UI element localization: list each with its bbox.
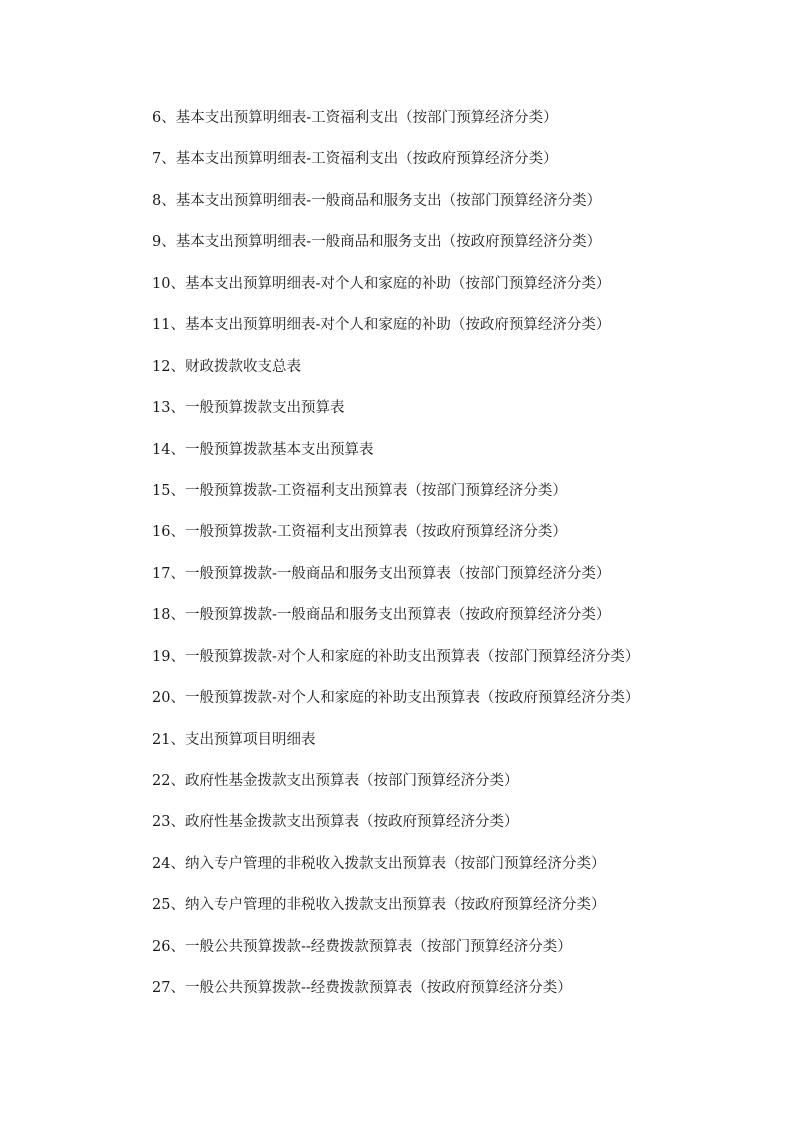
list-item: 11、基本支出预算明细表-对个人和家庭的补助（按政府预算经济分类） — [152, 317, 611, 334]
list-item: 24、纳入专户管理的非税收入拨款支出预算表（按部门预算经济分类） — [152, 855, 606, 872]
list-item: 10、基本支出预算明细表-对个人和家庭的补助（按部门预算经济分类） — [152, 275, 611, 292]
list-item: 18、一般预算拨款-一般商品和服务支出预算表（按政府预算经济分类） — [152, 607, 611, 624]
list-item: 12、财政拨款收支总表 — [152, 358, 301, 375]
list-item: 27、一般公共预算拨款--经费拨款预算表（按政府预算经济分类） — [152, 980, 572, 997]
list-item: 6、基本支出预算明细表-工资福利支出（按部门预算经济分类） — [152, 110, 558, 126]
list-item: 26、一般公共预算拨款--经费拨款预算表（按部门预算经济分类） — [152, 938, 572, 955]
list-item: 19、一般预算拨款-对个人和家庭的补助支出预算表（按部门预算经济分类） — [152, 648, 640, 665]
list-item: 21、支出预算项目明细表 — [152, 731, 316, 748]
list-item: 23、政府性基金拨款支出预算表（按政府预算经济分类） — [152, 814, 519, 831]
list-item: 14、一般预算拨款基本支出预算表 — [152, 441, 374, 458]
table-of-contents — [152, 104, 639, 1016]
list-item: 25、纳入专户管理的非税收入拨款支出预算表（按政府预算经济分类） — [152, 897, 606, 914]
list-item: 22、政府性基金拨款支出预算表（按部门预算经济分类） — [152, 773, 519, 789]
list-item: 8、基本支出预算明细表-一般商品和服务支出（按部门预算经济分类） — [152, 192, 602, 209]
list-item: 20、一般预算拨款-对个人和家庭的补助支出预算表（按政府预算经济分类） — [152, 690, 640, 707]
list-item: 7、基本支出预算明细表-工资福利支出（按政府预算经济分类） — [152, 151, 558, 168]
list-item: 16、一般预算拨款-工资福利支出预算表（按政府预算经济分类） — [152, 524, 567, 541]
list-item: 17、一般预算拨款-一般商品和服务支出预算表（按部门预算经济分类） — [152, 565, 611, 582]
list-item: 15、一般预算拨款-工资福利支出预算表（按部门预算经济分类） — [152, 482, 567, 499]
list-item: 13、一般预算拨款支出预算表 — [152, 400, 345, 417]
list-item: 9、基本支出预算明细表-一般商品和服务支出（按政府预算经济分类） — [152, 234, 602, 251]
